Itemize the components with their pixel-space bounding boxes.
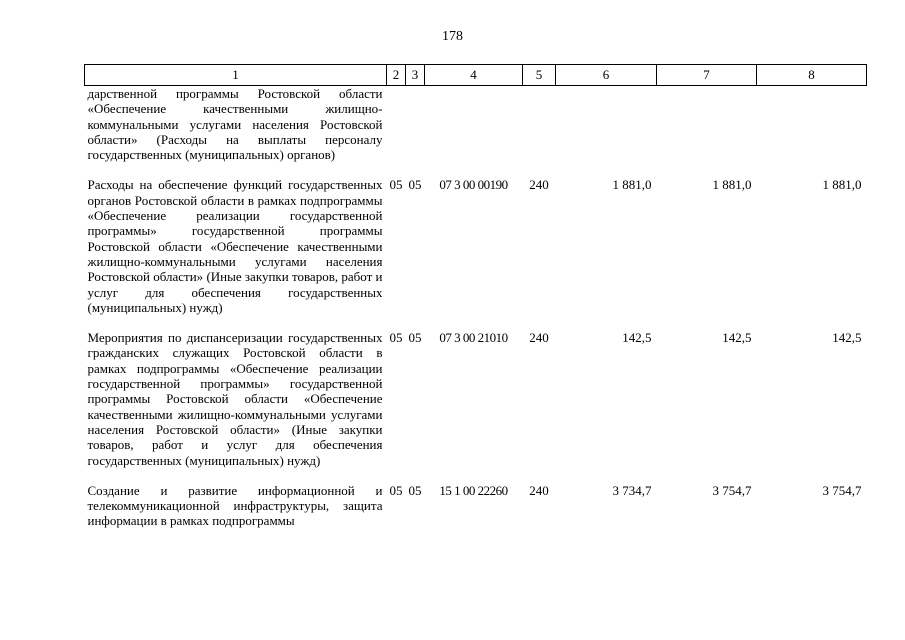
- subsection-code: 05: [408, 482, 422, 498]
- amount-col8: 1 881,0: [822, 177, 862, 193]
- amount-col6: 142,5: [622, 330, 652, 346]
- amount-col6: [556, 86, 657, 175]
- column-header: 3: [406, 65, 425, 86]
- column-header: 7: [657, 65, 757, 86]
- amount-col6: 1 881,0: [612, 177, 652, 193]
- amount-col8: 3 754,7: [822, 482, 862, 498]
- subsection-code: 05: [408, 177, 422, 193]
- column-header: 5: [523, 65, 556, 86]
- table-row: [85, 86, 867, 175]
- expense-type-code: 240: [529, 482, 549, 498]
- budget-table: [84, 64, 867, 541]
- target-article-code: 15 1 00 22260: [439, 482, 508, 498]
- table-row: [85, 480, 867, 541]
- section-code: 05: [389, 330, 403, 346]
- row-description: Расходы на обеспечение функций государственных органов Ростовской области в рамках подпрограммы «Обеспечение реализации государственной программы» государственной программы Ростовской области «Обеспечение качественными жилищно-коммунальными услугами населения Ростовской области» (Иные закупки товаров, работ и услуг для обеспечения государственных (муниципальных) нужд): [87, 177, 383, 315]
- amount-col7: 3 754,7: [712, 482, 752, 498]
- amount-col8: 142,5: [832, 330, 862, 346]
- row-description: Мероприятия по диспансеризации государственных гражданских служащих Ростовской области в рамках подпрограммы «Обеспечение реализации государственной программы» государственной программы Ростовской области «Обеспечение качественными жилищно-коммунальными услугами населения Ростовской области» (Иные закупки товаров, работ и услуг для обеспечения государственных (муниципальных) нужд): [87, 330, 383, 468]
- column-header: 2: [387, 65, 406, 86]
- amount-col6: 3 734,7: [612, 482, 652, 498]
- column-header: 8: [757, 65, 867, 86]
- section-code: [387, 86, 406, 175]
- target-article-code: 07 3 00 00190: [439, 177, 508, 193]
- expense-type-code: 240: [529, 330, 549, 346]
- section-code: 05: [389, 482, 403, 498]
- header-row: [85, 65, 867, 86]
- target-article-code: [425, 86, 523, 175]
- page-number: 178: [442, 29, 463, 44]
- target-article-code: 07 3 00 21010: [439, 330, 508, 346]
- amount-col7: [657, 86, 757, 175]
- row-description: дарственной программы Ростовской области «Обеспечение качественными жилищно-коммунальными услугами населения Ростовской области» (Расходы на выплаты персоналу государственных (муниципальных) органов): [87, 86, 383, 163]
- amount-col8: [757, 86, 867, 175]
- column-header: 4: [425, 65, 523, 86]
- expense-type-code: [523, 86, 556, 175]
- column-header: 1: [85, 65, 387, 86]
- subsection-code: [406, 86, 425, 175]
- row-description: Создание и развитие информационной и телекоммуникационной инфраструктуры, защита информации в рамках подпрограммы: [87, 482, 383, 529]
- amount-col7: 1 881,0: [712, 177, 752, 193]
- table-row: [85, 327, 867, 480]
- amount-col7: 142,5: [722, 330, 752, 346]
- subsection-code: 05: [408, 330, 422, 346]
- table-row: [85, 174, 867, 327]
- expense-type-code: 240: [529, 177, 549, 193]
- column-header: 6: [556, 65, 657, 86]
- section-code: 05: [389, 177, 403, 193]
